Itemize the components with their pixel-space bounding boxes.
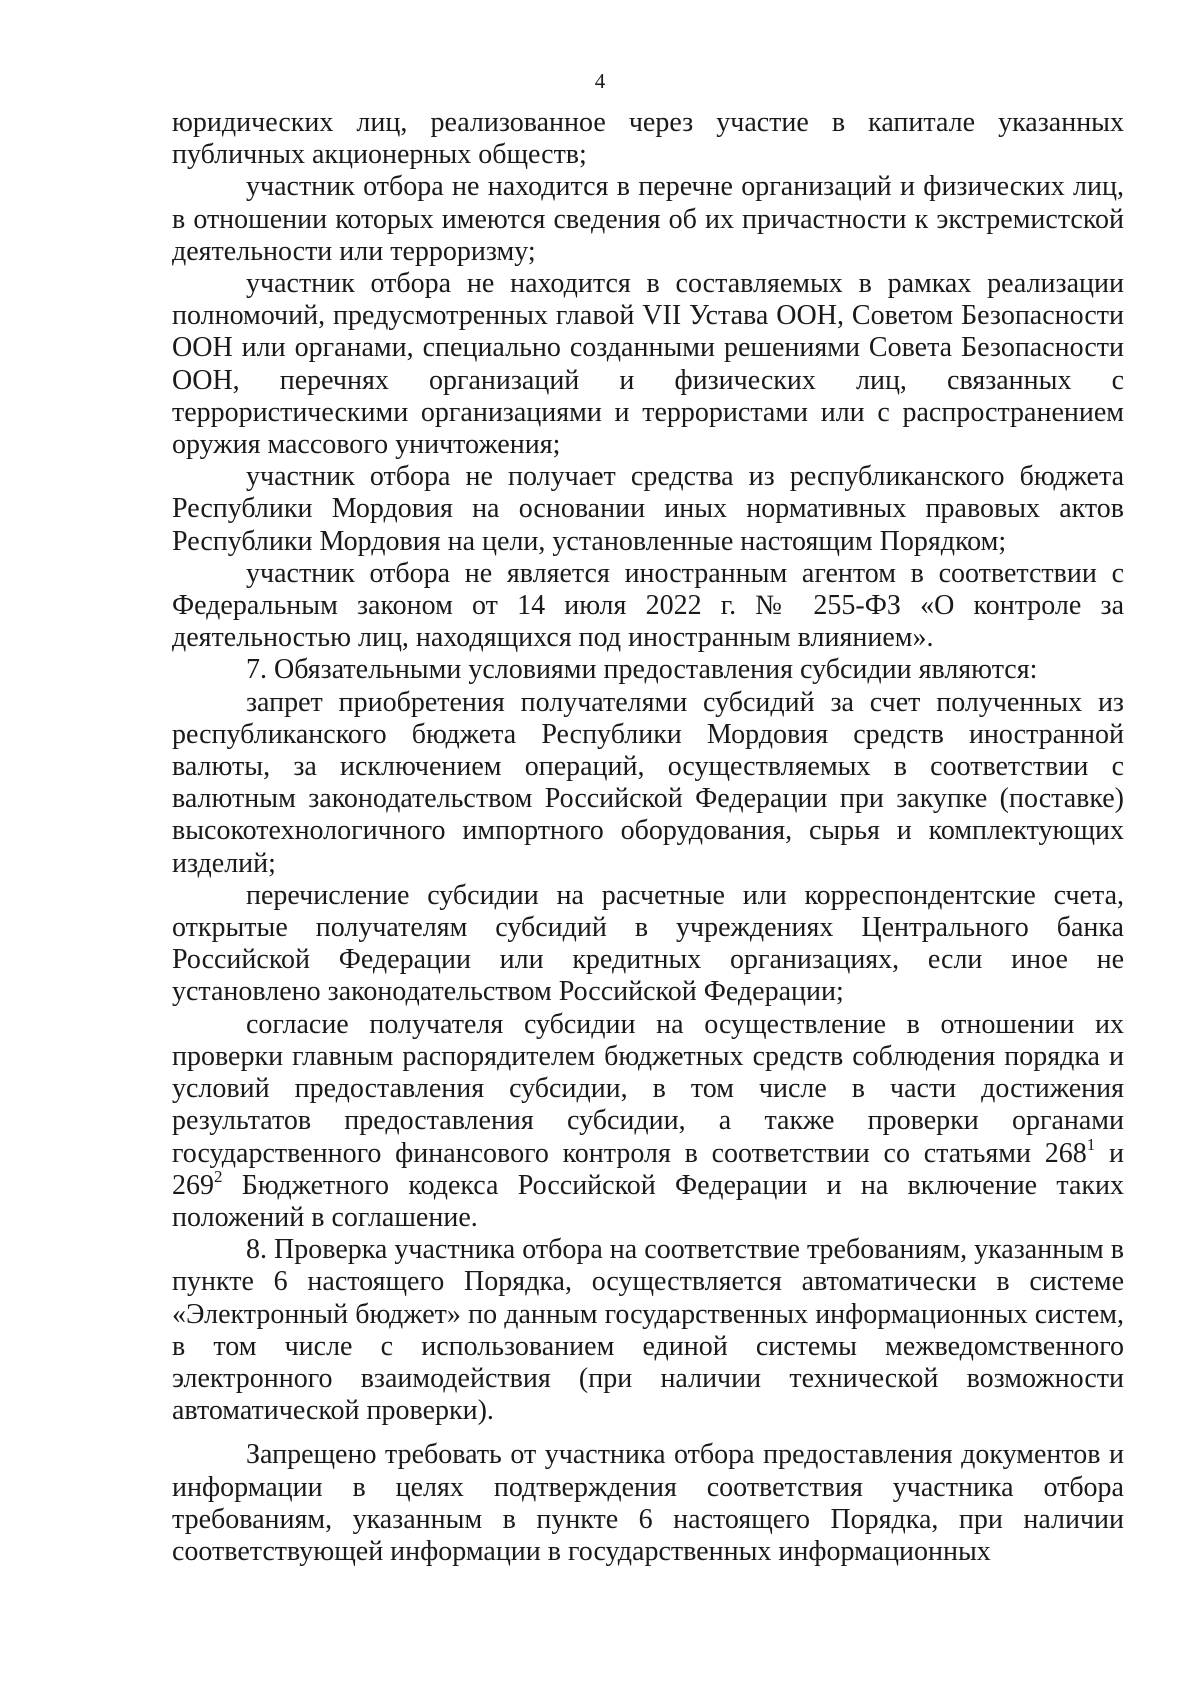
- paragraph-item-8: 8. Проверка участника отбора на соответствие требованиям, указанным в пункте 6 настоящего Порядка, осуществляется автоматически в системе «Электронный бюджет» по данным государственных информационных систем, в том числе с использованием единой системы межведомственного электронного взаимодействия (при наличии технической возможности автоматической проверки).: [172, 1234, 1124, 1427]
- paragraph-continuation: юридических лиц, реализованное через участие в капитале указанных публичных акционерных обществ;: [172, 107, 1124, 171]
- paragraph-budget-funds: участник отбора не получает средства из республиканского бюджета Республики Мордовия на основании иных нормативных правовых актов Республики Мордовия на цели, установленные настоящим Порядком;: [172, 461, 1124, 557]
- paragraph-prohibition: Запрещено требовать от участника отбора предоставления документов и информации в целях подтверждения соответствия участника отбора требованиям, указанным в пункте 6 настоящего Порядка, при наличии соответствующей информации в государственных информационных: [172, 1439, 1124, 1567]
- paragraph-item-7: 7. Обязательными условиями предоставления субсидии являются:: [246, 654, 1038, 686]
- paragraph-currency-ban: запрет приобретения получателями субсидий за счет полученных из республиканского бюджета Республики Мордовия средств иностранной валюты, за исключением операций, осуществляемых в соответствии с валютным законодательством Российской Федерации при закупке (поставке) высокотехнологичного импортного оборудования, сырья и комплектующих изделий;: [172, 686, 1124, 879]
- footnote-superscript-1: 1: [1086, 1134, 1096, 1154]
- page-number: 4: [594, 69, 606, 93]
- paragraph-foreign-agent: участник отбора не является иностранным агентом в соответствии с Федеральным законом от 14 июля 2022 г. № 255-ФЗ «О контроле за деятельностью лиц, находящихся под иностранным влиянием».: [172, 557, 1124, 654]
- paragraph-audit-consent: [172, 1009, 1124, 1234]
- paragraph-extremism-list: участник отбора не находится в перечне организаций и физических лиц, в отношении которых имеются сведения об их причастности к экстремистской деятельности или терроризму;: [172, 171, 1124, 267]
- paragraph-un-lists: участник отбора не находится в составляемых в рамках реализации полномочий, предусмотренных главой VII Устава ООН, Советом Безопасности ООН или органами, специально созданными решениями Совета Безопасности ООН, перечнях организаций и физических лиц, связанных с террористическими организациями и террористами или с распространением оружия массового уничтожения;: [172, 268, 1124, 461]
- audit-consent-text-2: и 269: [172, 1137, 1124, 1201]
- footnote-superscript-2: 2: [214, 1166, 223, 1186]
- audit-consent-text-1: согласие получателя субсидии на осуществление в отношении их проверки главным распорядителем бюджетных средств соблюдения порядка и условий предоставления субсидии, в том числе в части достижения результатов предоставления субсидии, а также проверки органами государственного финансового контроля в соответствии со статьями 268: [172, 1008, 1124, 1169]
- paragraph-transfer-accounts: перечисление субсидии на расчетные или корреспондентские счета, открытые получателям субсидий в учреждениях Центрального банка Российской Федерации или кредитных организациях, если иное не установлено законодательством Российской Федерации;: [172, 879, 1124, 1008]
- document-body: [172, 107, 1124, 1568]
- audit-consent-text-3: Бюджетного кодекса Российской Федерации и на включение таких положений в соглашение.: [172, 1169, 1124, 1233]
